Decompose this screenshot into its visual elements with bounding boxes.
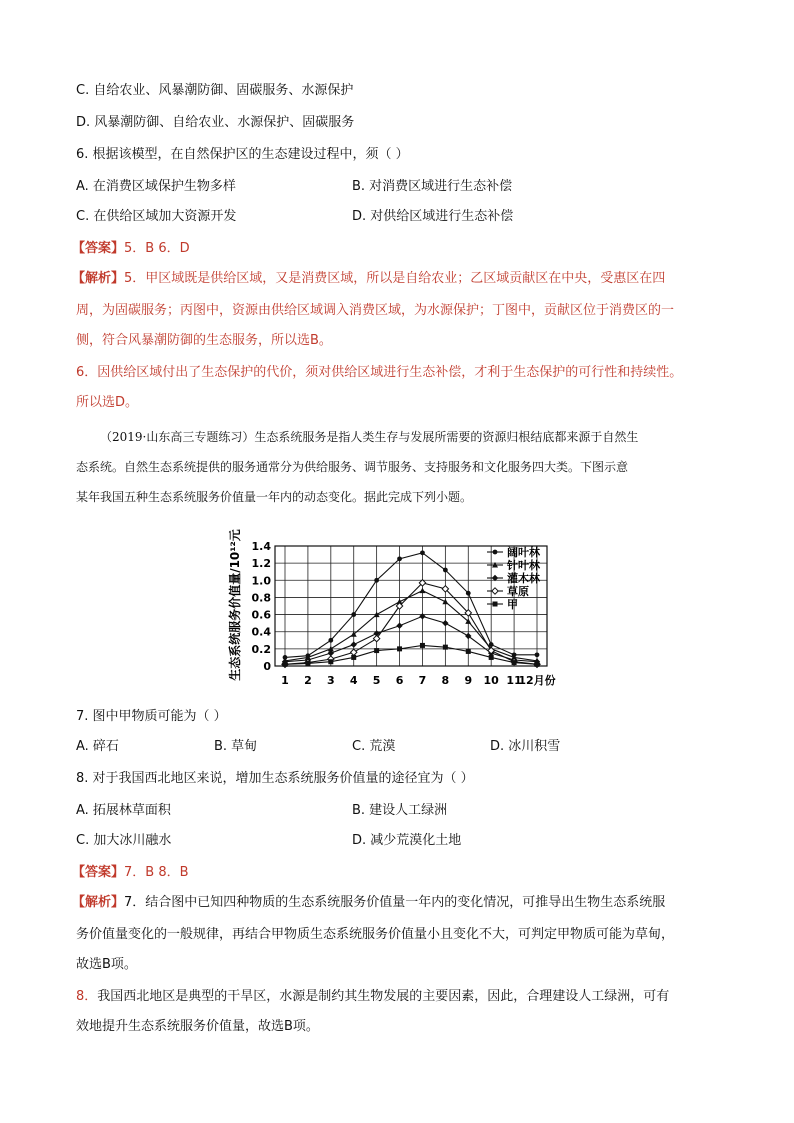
q8-stem: 8. 对于我国西北地区来说，增加生态系统服务价值量的途径宜为（ ） (76, 771, 474, 786)
data-point (328, 638, 333, 643)
y-tick-label: 1.4 (251, 540, 271, 553)
y-tick-label: 0.4 (251, 625, 271, 639)
series-line (285, 591, 537, 661)
data-point (374, 578, 379, 583)
x-tick-label: 4 (349, 674, 358, 687)
analysis-6-line-1: 6．因供给区域付出了生态保护的代价，须对供给区域进行生态补偿，才利于生态保护的可行性和持续性。 (76, 365, 683, 380)
y-tick-label: 1.0 (251, 574, 271, 588)
x-tick-label: 12月份 (518, 674, 556, 687)
q8-option-a: A. 拓展林草面积 (76, 803, 171, 818)
x-tick-label: 7 (418, 674, 427, 687)
y-tick-label: 1.2 (251, 557, 271, 571)
q4-option-d: D. 风暴潮防御、自给农业、水源保护、固碳服务 (76, 115, 355, 130)
q6-option-b: B. 对消费区域进行生态补偿 (352, 179, 513, 194)
q6-option-c: C. 在供给区域加大资源开发 (76, 209, 237, 224)
y-tick-label: 0.6 (251, 608, 271, 622)
data-point (397, 556, 402, 561)
series-4 (282, 580, 540, 668)
analysis-5-line-1 (72, 270, 665, 288)
q6-option-d: D. 对供给区域进行生态补偿 (352, 209, 514, 224)
data-point (351, 655, 356, 660)
analysis-8-line-2: 效地提升生态系统服务价值量，故选B项。 (76, 1019, 319, 1034)
series-line (285, 553, 537, 658)
data-point (535, 662, 540, 667)
x-tick-label: 10 (483, 674, 499, 687)
legend-label: 针叶林 (507, 559, 540, 572)
chart-series (282, 550, 540, 667)
answer-5-6 (72, 240, 190, 258)
data-point (397, 646, 402, 651)
x-tick-label: 5 (372, 674, 381, 687)
q7-option-d: D. 冰川积雪 (490, 739, 561, 754)
data-point (420, 643, 425, 648)
data-point (493, 550, 498, 555)
data-point (419, 613, 425, 619)
x-tick-label: 9 (464, 674, 473, 687)
data-point (493, 602, 498, 607)
data-point (374, 648, 379, 653)
q7-option-a: A. 碎石 (76, 739, 119, 754)
legend-label: 草原 (507, 585, 529, 598)
answer-tag: 【答案】 (72, 865, 125, 880)
q7-option-c: C. 荒漠 (352, 739, 396, 754)
data-point (283, 662, 288, 667)
x-tick-label: 3 (326, 674, 335, 687)
analysis-7-line-2: 务价值量变化的一般规律，再结合甲物质生态系统服务价值量小且变化不大，可判定甲物质可能为草甸， (76, 927, 675, 942)
analysis-6-line-2: 所以选D。 (76, 395, 139, 410)
q4-option-c: C. 自给农业、风暴潮防御、固碳服务、水源保护 (76, 83, 354, 98)
data-point (466, 591, 471, 596)
answer-text: 7．B 8．B (124, 865, 189, 880)
analysis-text: 5．甲区域既是供给区域，又是消费区域，所以是自给农业；乙区域贡献区在中央，受惠区在四 (124, 271, 666, 286)
x-tick-label: 11 (506, 674, 522, 687)
legend-label: 灌木林 (507, 572, 540, 585)
data-point (442, 599, 448, 605)
q8-option-d: D. 减少荒漠化土地 (352, 833, 462, 848)
data-point (512, 660, 517, 665)
x-tick-label: 1 (281, 674, 289, 687)
analysis-7-line-3: 故选B项。 (76, 957, 137, 972)
analysis-8-text: 我国西北地区是典型的干旱区，水源是制约其生物发展的主要因素，因此，合理建设人工绿洲，可有 (97, 989, 670, 1004)
data-point (396, 623, 402, 629)
data-point (535, 652, 540, 657)
data-point (351, 649, 357, 655)
data-point (420, 550, 425, 555)
legend-label: 阔叶林 (507, 546, 540, 559)
data-point (489, 655, 494, 660)
series-3 (282, 613, 540, 665)
passage-line-1: （2019·山东高三专题练习）生态系统服务是指人类生存与发展所需要的资源归根结底都来源于自然生 (100, 430, 639, 444)
q8-option-b: B. 建设人工绿洲 (352, 803, 448, 818)
analysis-8-number: 8． (76, 989, 98, 1004)
legend-label: 甲 (507, 598, 518, 611)
q6-stem: 6. 根据该模型，在自然保护区的生态建设过程中，须（ ） (76, 147, 409, 162)
q7-stem: 7. 图中甲物质可能为（ ） (76, 709, 227, 724)
analysis-tag: 【解析】 (72, 271, 125, 286)
data-point (466, 649, 471, 654)
analysis-5-line-2: 周，为固碳服务；丙图中，资源由供给区域调入消费区域，为水源保护；丁图中，贡献区位于消费区的一 (76, 303, 675, 318)
analysis-text: 7．结合图中已知四种物质的生态系统服务价值量一年内的变化情况，可推导出生物生态系统服 (124, 895, 666, 910)
data-point (305, 661, 310, 666)
y-tick-label: 0.2 (251, 642, 271, 656)
data-point (351, 641, 357, 647)
x-tick-label: 8 (441, 674, 450, 687)
y-tick-label: 0 (263, 660, 271, 673)
data-point (351, 612, 356, 617)
y-tick-label: 0.8 (251, 591, 271, 605)
x-tick-label: 2 (304, 674, 312, 687)
data-point (442, 620, 448, 626)
q7-option-b: B. 草甸 (214, 739, 258, 754)
passage-line-2: 态系统。自然生态系统提供的服务通常分为供给服务、调节服务、支持服务和文化服务四大类。下图示意 (76, 460, 629, 474)
analysis-7-line-1 (72, 894, 665, 912)
ecosystem-value-chart (225, 520, 585, 692)
chart-y-axis-label: 生态系统服务价值量/10¹²元 (228, 529, 242, 681)
chart-legend (487, 545, 541, 611)
data-point (328, 659, 333, 664)
passage-line-3: 某年我国五种生态系统服务价值量一年内的动态变化。据此完成下列小题。 (76, 490, 473, 504)
data-point (443, 568, 448, 573)
data-point (443, 645, 448, 650)
analysis-tag: 【解析】 (72, 895, 125, 910)
analysis-5-line-3: 侧，符合风暴潮防御的生态服务，所以选B。 (76, 333, 332, 348)
series-1 (283, 550, 540, 659)
analysis-8-line-1 (76, 988, 669, 1006)
q6-option-a: A. 在消费区域保护生物多样 (76, 179, 236, 194)
data-point (492, 588, 498, 594)
data-point (419, 588, 425, 594)
answer-tag: 【答案】 (72, 241, 125, 256)
answer-7-8 (72, 864, 189, 882)
q8-option-c: C. 加大冰川融水 (76, 833, 172, 848)
answer-text: 5．B 6．D (124, 241, 190, 256)
x-tick-label: 6 (395, 674, 404, 687)
series-2 (282, 588, 540, 664)
